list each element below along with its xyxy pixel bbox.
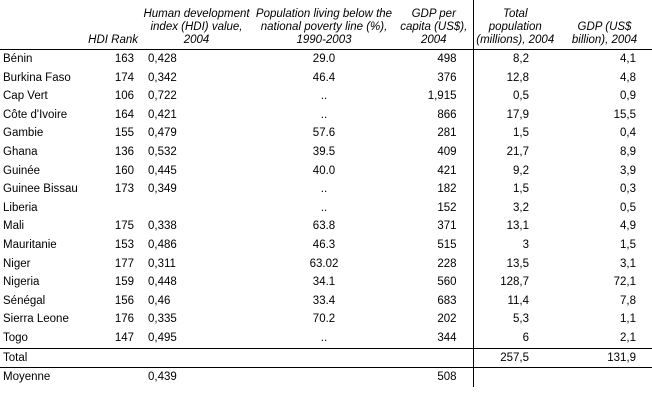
cell-gdp-per-capita: 202: [437, 313, 457, 326]
cell-country: Sénégal: [3, 294, 46, 307]
cell-hdi-rank: 173: [114, 183, 134, 196]
cell-hdi-value: 0,722: [148, 90, 177, 103]
table-row: [0, 255, 652, 274]
cell-hdi-value: 0,311: [148, 257, 176, 270]
table-row: [0, 69, 652, 88]
cell-hdi-rank: 159: [114, 276, 134, 289]
cell-gdp-per-capita: 182: [437, 183, 457, 196]
cell-hdi-value: 0,421: [148, 108, 177, 121]
cell-population: 13,5: [473, 255, 557, 274]
cell-gdp: 0,9: [620, 90, 636, 103]
cell-hdi-rank: 106: [114, 90, 134, 103]
cell-population: 1,5: [473, 124, 557, 143]
cell-hdi-value: 0,479: [148, 127, 177, 140]
cell-gdp: 0,4: [620, 127, 636, 140]
cell-gdp-per-capita: 515: [437, 238, 457, 251]
cell-hdi-value: 0,495: [148, 331, 177, 344]
cell-gdp: 8,9: [620, 145, 636, 158]
header-country: [0, 0, 83, 50]
cell-country: Ghana: [3, 145, 38, 158]
table-row: [0, 273, 652, 292]
total-empty-poverty: [253, 348, 395, 368]
average-empty-gdp: [557, 368, 652, 387]
cell-hdi-rank: 153: [114, 238, 134, 251]
cell-poverty: ..: [320, 183, 328, 196]
cell-population: 8,2: [473, 50, 557, 69]
cell-population: 12,8: [473, 69, 557, 88]
cell-hdi-rank: 147: [114, 331, 134, 344]
cell-hdi-rank: [83, 199, 140, 218]
cell-gdp-per-capita: 1,915: [427, 90, 457, 103]
table-row: [0, 50, 652, 69]
cell-population: 3,2: [473, 199, 557, 218]
cell-population: 3: [473, 236, 557, 255]
cell-poverty: ..: [320, 108, 328, 121]
cell-poverty: 29.0: [312, 53, 336, 65]
total-gdp: 131,9: [557, 348, 652, 368]
header-hdi-rank: HDI Rank: [83, 0, 140, 50]
cell-population: 17,9: [473, 106, 557, 125]
cell-hdi-rank: 136: [114, 145, 134, 158]
average-empty-rank: [83, 368, 140, 387]
cell-population: 128,7: [473, 273, 557, 292]
table-row: [0, 162, 652, 181]
table-body: [0, 50, 652, 387]
cell-poverty: 46.3: [312, 238, 336, 251]
cell-gdp: 72,1: [613, 276, 636, 289]
cell-poverty: 39.5: [312, 145, 336, 158]
cell-gdp: 4,9: [620, 220, 636, 233]
cell-poverty: 63.8: [312, 220, 336, 233]
cell-poverty: 33.4: [312, 294, 336, 307]
cell-hdi-value: 0,338: [148, 220, 177, 233]
cell-poverty: 63.02: [309, 257, 339, 270]
cell-hdi-rank: 155: [114, 127, 134, 140]
cell-hdi-value: [140, 199, 253, 218]
table-row: [0, 199, 652, 218]
cell-gdp: 15,5: [613, 108, 636, 121]
cell-gdp: 4,8: [620, 71, 636, 84]
cell-country: Liberia: [3, 201, 38, 214]
cell-hdi-value: 0,342: [148, 71, 177, 84]
cell-gdp-per-capita: 371: [437, 220, 457, 233]
cell-country: Gambie: [3, 127, 44, 140]
cell-country: Cap Vert: [3, 90, 48, 103]
cell-gdp: 7,8: [620, 294, 636, 307]
cell-gdp-per-capita: 409: [437, 145, 457, 158]
cell-poverty: 34.1: [312, 276, 336, 289]
cell-population: 6: [473, 329, 557, 348]
cell-gdp: 4,1: [620, 53, 636, 65]
table-row: [0, 310, 652, 329]
cell-country: Mauritanie: [3, 238, 57, 251]
table-row: [0, 124, 652, 143]
cell-poverty: 57.6: [312, 127, 336, 140]
table-row: [0, 236, 652, 255]
cell-hdi-value: 0,532: [148, 145, 177, 158]
cell-country: Guinée: [3, 164, 41, 177]
header-hdi-value: Human development index (HDI) value, 2004: [140, 0, 253, 50]
cell-hdi-value: 0,448: [148, 276, 177, 289]
cell-poverty: 70.2: [312, 313, 336, 326]
cell-country: Mali: [3, 220, 25, 233]
cell-population: 5,3: [473, 310, 557, 329]
cell-country: Guinee Bissau: [3, 183, 78, 196]
cell-country: Sierra Leone: [3, 313, 69, 326]
cell-gdp: 2,1: [620, 331, 636, 344]
table-row: [0, 143, 652, 162]
cell-gdp-per-capita: 376: [437, 71, 457, 84]
cell-gdp: 3,1: [620, 257, 636, 270]
cell-hdi-rank: 160: [114, 164, 134, 177]
cell-poverty: 40.0: [312, 164, 336, 177]
cell-gdp-per-capita: 683: [437, 294, 457, 307]
average-row: [0, 368, 652, 387]
cell-gdp-per-capita: 421: [437, 164, 457, 177]
cell-hdi-rank: 164: [114, 108, 134, 121]
cell-gdp: 0,5: [620, 201, 636, 214]
cell-hdi-value: 0,428: [148, 53, 177, 65]
cell-gdp-per-capita: 344: [437, 331, 457, 344]
cell-gdp: 0,3: [620, 183, 636, 196]
average-hdi-value: 0,439: [140, 368, 253, 387]
total-empty-hdi: [140, 348, 253, 368]
cell-poverty: ..: [320, 201, 328, 214]
total-row: [0, 348, 652, 368]
cell-country: Bénin: [3, 53, 33, 65]
average-label: Moyenne: [0, 368, 83, 387]
cell-country: Nigeria: [3, 276, 40, 289]
total-label: Total: [0, 348, 83, 368]
average-empty-poverty: [253, 368, 395, 387]
header-row: [0, 0, 652, 50]
total-empty-gdp-per-capita: [395, 348, 473, 368]
cell-hdi-rank: 176: [114, 313, 134, 326]
cell-hdi-rank: 174: [114, 71, 134, 84]
cell-country: Côte d'Ivoire: [3, 108, 68, 121]
cell-hdi-value: 0,486: [148, 238, 177, 251]
cell-gdp: 1,1: [620, 313, 636, 326]
cell-population: 9,2: [473, 162, 557, 181]
header-gdp-per-capita: GDP per capita (US$), 2004: [395, 0, 473, 50]
header-gdp: GDP (US$ billion), 2004: [557, 0, 652, 50]
cell-gdp: 3,9: [620, 164, 636, 177]
table-row: [0, 106, 652, 125]
cell-gdp-per-capita: 560: [437, 276, 457, 289]
cell-population: 13,1: [473, 217, 557, 236]
table-row: [0, 217, 652, 236]
cell-hdi-value: 0,349: [148, 183, 177, 196]
cell-hdi-rank: 156: [114, 294, 134, 307]
cell-hdi-rank: 177: [114, 257, 134, 270]
cell-country: Togo: [3, 331, 28, 344]
cell-gdp: 1,5: [620, 238, 636, 251]
cell-hdi-value: 0,46: [148, 294, 171, 307]
table-row: [0, 292, 652, 311]
cell-country: Burkina Faso: [3, 71, 71, 84]
table-row: [0, 180, 652, 199]
cell-hdi-rank: 163: [114, 53, 134, 65]
cell-poverty: ..: [320, 90, 328, 103]
cell-poverty: 46.4: [312, 71, 336, 84]
cell-gdp-per-capita: 498: [437, 53, 457, 65]
cell-population: 0,5: [473, 87, 557, 106]
cell-gdp-per-capita: 281: [437, 127, 457, 140]
cell-poverty: ..: [320, 331, 328, 344]
header-population: Total population (millions), 2004: [473, 0, 557, 50]
cell-hdi-value: 0,445: [148, 164, 177, 177]
total-population: 257,5: [473, 348, 557, 368]
header-poverty: Population living below the national poverty line (%), 1990-2003: [253, 0, 395, 50]
table-row: [0, 87, 652, 106]
cell-hdi-rank: 175: [114, 220, 134, 233]
cell-gdp-per-capita: 228: [437, 257, 457, 270]
cell-population: 1,5: [473, 180, 557, 199]
table-row: [0, 329, 652, 348]
cell-gdp-per-capita: 866: [437, 108, 457, 121]
cell-population: 21,7: [473, 143, 557, 162]
total-empty-rank: [83, 348, 140, 368]
cell-population: 11,4: [473, 292, 557, 311]
cell-gdp-per-capita: 152: [437, 201, 457, 214]
average-empty-population: [473, 368, 557, 387]
average-gdp-per-capita: 508: [395, 368, 473, 387]
cell-country: Niger: [3, 257, 31, 270]
cell-hdi-value: 0,335: [148, 313, 177, 326]
